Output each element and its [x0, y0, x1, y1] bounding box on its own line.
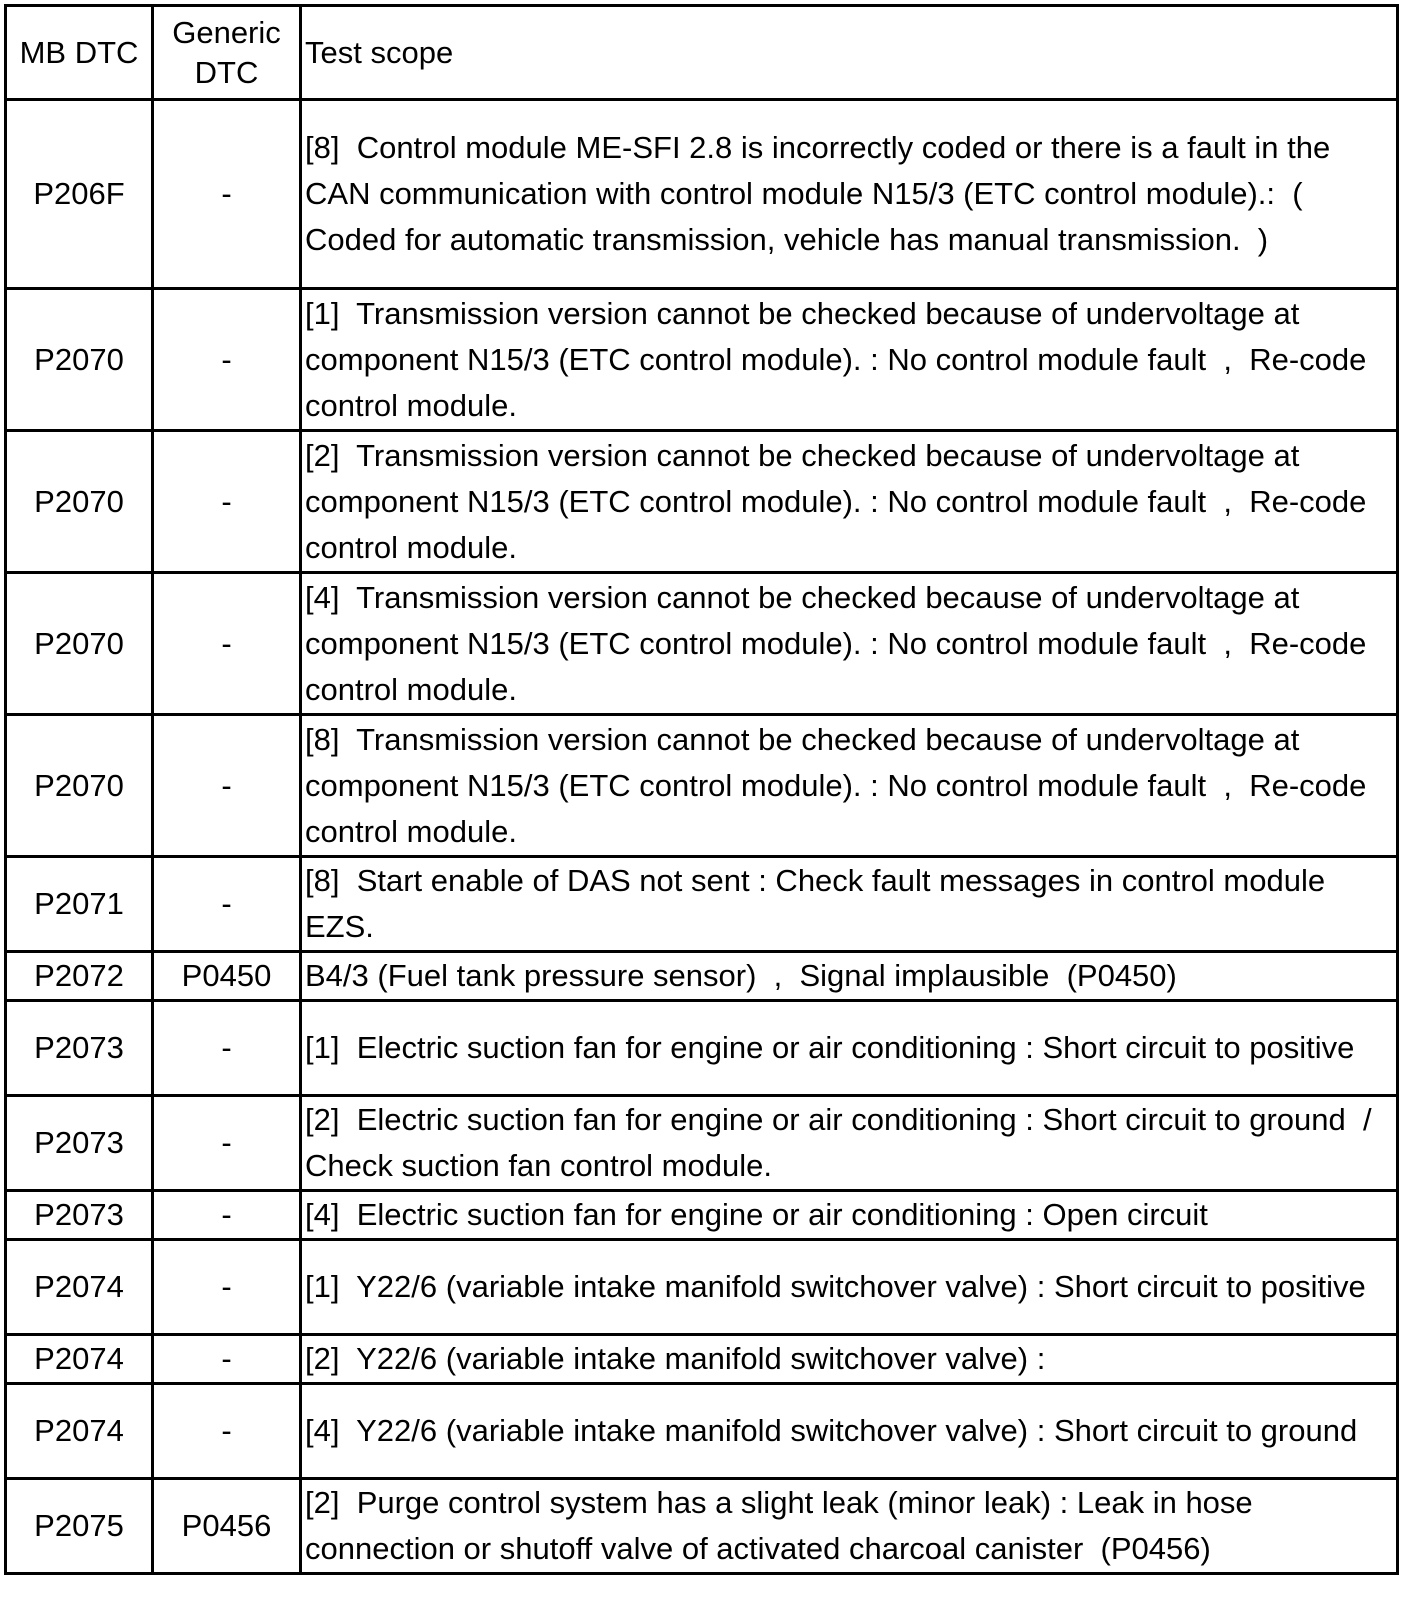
table-row: [6, 289, 1398, 431]
generic-dtc-cell: -: [153, 1335, 301, 1384]
table-row: [6, 100, 1398, 289]
mb-dtc-cell: P2074: [6, 1240, 153, 1335]
table-row: [6, 1001, 1398, 1096]
header-test-scope: Test scope: [301, 6, 1398, 100]
mb-dtc-cell: P2073: [6, 1001, 153, 1096]
table-row: [6, 1191, 1398, 1240]
table-row: [6, 1384, 1398, 1479]
mb-dtc-cell: P2073: [6, 1096, 153, 1191]
test-scope-cell: [2] Transmission version cannot be checked because of undervoltage at component N15/3 (ETC control module). : No control module fault , Re-code control module.: [301, 431, 1398, 573]
test-scope-cell: [4] Y22/6 (variable intake manifold switchover valve) : Short circuit to ground: [301, 1384, 1398, 1479]
mb-dtc-cell: P206F: [6, 100, 153, 289]
table-row: [6, 573, 1398, 715]
mb-dtc-cell: P2075: [6, 1479, 153, 1574]
test-scope-cell: [4] Electric suction fan for engine or air conditioning : Open circuit: [301, 1191, 1398, 1240]
mb-dtc-cell: P2070: [6, 431, 153, 573]
generic-dtc-cell: -: [153, 857, 301, 952]
test-scope-cell: [2] Electric suction fan for engine or air conditioning : Short circuit to ground / Check suction fan control module.: [301, 1096, 1398, 1191]
test-scope-cell: [2] Purge control system has a slight leak (minor leak) : Leak in hose connection or shutoff valve of activated charcoal canister (P0456): [301, 1479, 1398, 1574]
table-row: [6, 1096, 1398, 1191]
generic-dtc-cell: -: [153, 1001, 301, 1096]
table-row: [6, 952, 1398, 1001]
mb-dtc-cell: P2070: [6, 289, 153, 431]
mb-dtc-cell: P2073: [6, 1191, 153, 1240]
test-scope-cell: [8] Control module ME-SFI 2.8 is incorrectly coded or there is a fault in the CAN communication with control module N15/3 (ETC control module).: ( Coded for automatic transmission, vehicle has manual transmission. ): [301, 100, 1398, 289]
test-scope-cell: [1] Transmission version cannot be checked because of undervoltage at component N15/3 (ETC control module). : No control module fault , Re-code control module.: [301, 289, 1398, 431]
generic-dtc-cell: -: [153, 715, 301, 857]
table-row: [6, 857, 1398, 952]
test-scope-cell: [1] Electric suction fan for engine or air conditioning : Short circuit to positive: [301, 1001, 1398, 1096]
mb-dtc-cell: P2072: [6, 952, 153, 1001]
table-row: [6, 431, 1398, 573]
generic-dtc-cell: -: [153, 100, 301, 289]
generic-dtc-cell: P0456: [153, 1479, 301, 1574]
test-scope-cell: [1] Y22/6 (variable intake manifold switchover valve) : Short circuit to positive: [301, 1240, 1398, 1335]
generic-dtc-cell: -: [153, 1096, 301, 1191]
header-mb-dtc: MB DTC: [6, 6, 153, 100]
dtc-table: [4, 4, 1399, 1575]
generic-dtc-cell: P0450: [153, 952, 301, 1001]
mb-dtc-cell: P2070: [6, 573, 153, 715]
generic-dtc-cell: -: [153, 1384, 301, 1479]
test-scope-cell: [8] Transmission version cannot be checked because of undervoltage at component N15/3 (ETC control module). : No control module fault , Re-code control module.: [301, 715, 1398, 857]
generic-dtc-cell: -: [153, 573, 301, 715]
generic-dtc-cell: -: [153, 1191, 301, 1240]
mb-dtc-cell: P2074: [6, 1384, 153, 1479]
test-scope-cell: [4] Transmission version cannot be checked because of undervoltage at component N15/3 (ETC control module). : No control module fault , Re-code control module.: [301, 573, 1398, 715]
mb-dtc-cell: P2070: [6, 715, 153, 857]
header-generic-dtc: Generic DTC: [153, 6, 301, 100]
mb-dtc-cell: P2071: [6, 857, 153, 952]
generic-dtc-cell: -: [153, 289, 301, 431]
table-row: [6, 1479, 1398, 1574]
generic-dtc-cell: -: [153, 431, 301, 573]
table-row: [6, 1240, 1398, 1335]
table-row: [6, 1335, 1398, 1384]
test-scope-cell: [8] Start enable of DAS not sent : Check fault messages in control module EZS.: [301, 857, 1398, 952]
test-scope-cell: [2] Y22/6 (variable intake manifold switchover valve) :: [301, 1335, 1398, 1384]
header-row: [6, 6, 1398, 100]
mb-dtc-cell: P2074: [6, 1335, 153, 1384]
test-scope-cell: B4/3 (Fuel tank pressure sensor) , Signal implausible (P0450): [301, 952, 1398, 1001]
table-row: [6, 715, 1398, 857]
generic-dtc-cell: -: [153, 1240, 301, 1335]
